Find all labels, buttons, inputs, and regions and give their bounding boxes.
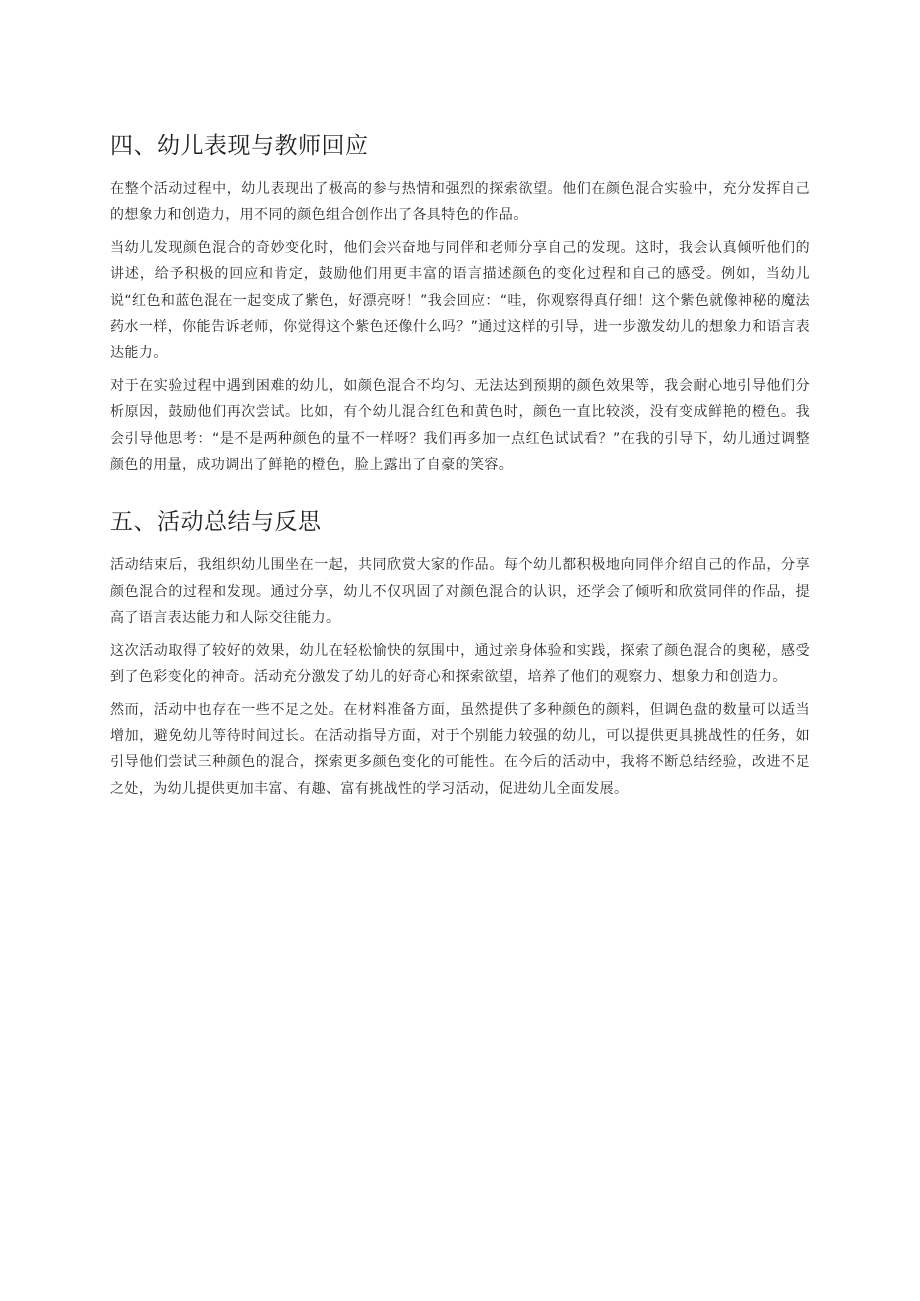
paragraph: 在整个活动过程中，幼儿表现出了极高的参与热情和强烈的探索欲望。他们在颜色混合实验中，充分发挥自己的想象力和创造力，用不同的颜色组合创作出了各具特色的作品。 (110, 181, 810, 224)
paragraph: 然而，活动中也存在一些不足之处。在材料准备方面，虽然提供了多种颜色的颜料，但调色盘的数量可以适当增加，避免幼儿等待时间过长。在活动指导方面，对于个别能力较强的幼儿，可以提供更具挑战性的任务，如引导他们尝试三种颜色的混合，探索更多颜色变化的可能性。在今后的活动中，我将不断总结经验，改进不足之处，为幼儿提供更加丰富、有趣、富有挑战性的学习活动，促进幼儿全面发展。 (110, 701, 810, 797)
paragraph: 活动结束后，我组织幼儿围坐在一起，共同欣赏大家的作品。每个幼儿都积极地向同伴介绍自己的作品，分享颜色混合的过程和发现。通过分享，幼儿不仅巩固了对颜色混合的认识，还学会了倾听和欣赏同伴的作品，提高了语言表达能力和人际交往能力。 (110, 557, 810, 627)
document-body (110, 128, 810, 808)
section-heading: 四、幼儿表现与教师回应 (110, 133, 369, 159)
paragraph: 这次活动取得了较好的效果，幼儿在轻松愉快的氛围中，通过亲身体验和实践，探索了颜色混合的奥秘，感受到了色彩变化的神奇。活动充分激发了幼儿的好奇心和探索欲望，培养了他们的观察力、想象力和创造力。 (110, 642, 810, 686)
paragraph: 当幼儿发现颜色混合的奇妙变化时，他们会兴奋地与同伴和老师分享自己的发现。这时，我会认真倾听他们的讲述，给予积极的回应和肯定，鼓励他们用更丰富的语言描述颜色的变化过程和自己的感受。例如，当幼儿说“红色和蓝色混在一起变成了紫色，好漂亮呀！”我会回应：“哇，你观察得真仔细！这个紫色就像神秘的魔法药水一样，你能告诉老师，你觉得这个紫色还像什么吗？”通过这样的引导，进一步激发幼儿的想象力和语言表达能力。 (110, 239, 810, 362)
paragraph: 对于在实验过程中遇到困难的幼儿，如颜色混合不均匀、无法达到预期的颜色效果等，我会耐心地引导他们分析原因，鼓励他们再次尝试。比如，有个幼儿混合红色和黄色时，颜色一直比较淡，没有变成鲜艳的橙色。我会引导他思考：“是不是两种颜色的量不一样呀？我们再多加一点红色试试看？”在我的引导下，幼儿通过调整颜色的用量，成功调出了鲜艳的橙色，脸上露出了自豪的笑容。 (110, 377, 810, 474)
section-summary-reflection (110, 504, 810, 802)
section-heading: 五、活动总结与反思 (110, 509, 322, 536)
section-performance-response (110, 128, 810, 478)
